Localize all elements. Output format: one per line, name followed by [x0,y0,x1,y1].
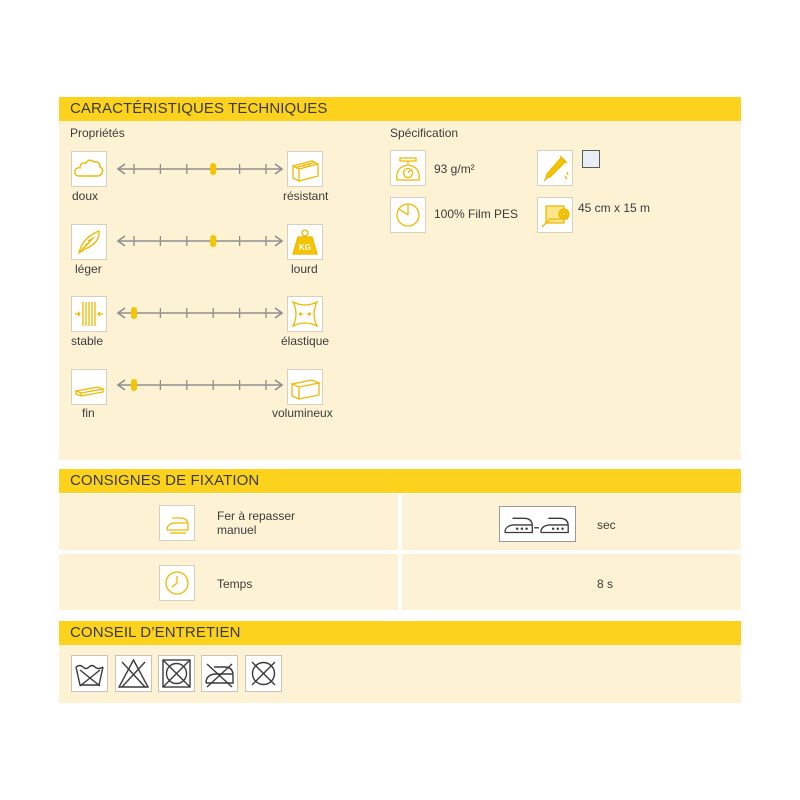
tech-section-title: CARACTÉRISTIQUES TECHNIQUES [70,100,328,117]
tech-section-header [59,97,741,121]
property-scale-4 [116,378,284,392]
fixation-setting-value: sec [597,518,616,532]
scale-icon [390,150,426,186]
scale-4-right-label: volumineux [272,406,333,420]
scale-marker [131,307,137,319]
property-scale-3 [116,306,284,320]
svg-text:KG: KG [299,243,311,252]
fixation-time-value-cell [402,554,741,610]
fixation-time-value: 8 s [597,577,614,591]
properties-label: Propriétés [70,126,125,140]
cloud-icon [71,151,107,187]
scale-1-right-label: résistant [283,189,329,203]
bricks-icon [287,151,323,187]
no-tumble-dry-icon [158,655,195,692]
wash-30-icon [71,655,108,692]
spec-weight: 93 g/m² [434,162,475,176]
pen-icon [537,150,573,186]
clock-icon [159,565,195,601]
spec-size: 45 cm x 15 m [578,201,651,215]
scale-2-left-label: léger [75,262,102,276]
stretch-fabric-icon [287,296,323,332]
care-section-title: CONSEIL D’ENTRETIEN [70,624,241,641]
scale-4-left-label: fin [82,406,95,420]
scale-marker [210,235,216,247]
scale-marker [131,379,137,391]
scale-marker [210,163,216,175]
property-scale-1 [116,162,284,176]
iron-icon [159,505,195,541]
scale-3-right-label: élastique [281,334,330,348]
scale-1-left-label: doux [72,189,99,203]
fixation-method-label: Fer à repasser manuel [217,509,296,537]
scale-2-right-label: lourd [291,262,318,276]
fixation-time-label: Temps [217,577,253,591]
thin-layer-icon [71,369,107,405]
fixation-section-title: CONSIGNES DE FIXATION [70,472,260,489]
no-iron-icon [201,655,238,692]
specification-label: Spécification [390,126,459,140]
no-bleach-icon [115,655,152,692]
pie-chart-icon [390,197,426,233]
iron-dots-icon [499,506,576,542]
weight-kg-icon [287,224,323,260]
scale-3-left-label: stable [71,334,104,348]
color-swatch [582,150,600,168]
care-section-header [59,621,741,645]
spec-composition: 100% Film PES [434,207,519,221]
feather-icon [71,224,107,260]
property-scale-2 [116,234,284,248]
stable-fabric-icon [71,296,107,332]
no-dry-clean-icon [245,655,282,692]
fixation-section-header [59,469,741,493]
roll-icon [537,197,573,233]
thick-layer-icon [287,369,323,405]
